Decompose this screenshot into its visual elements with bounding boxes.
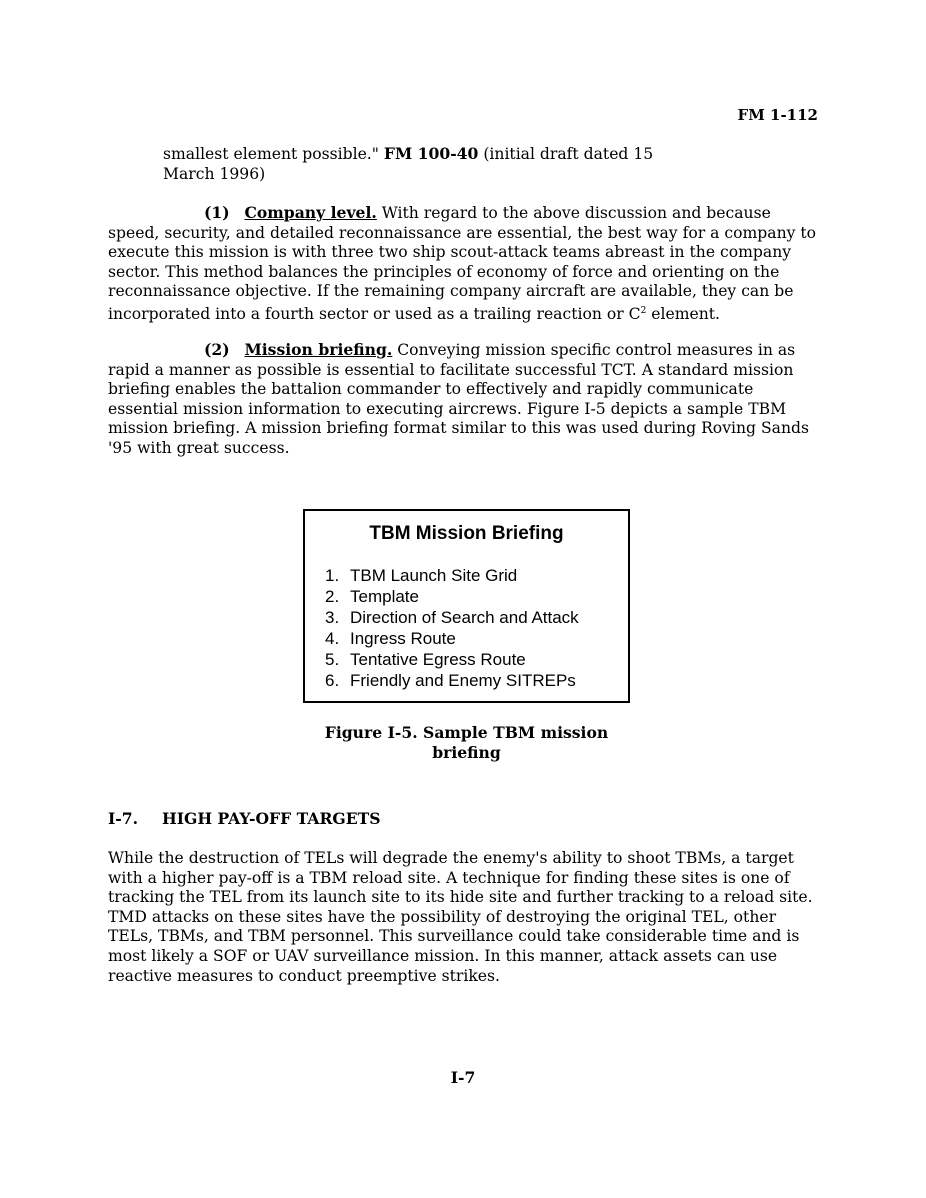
list-item <box>325 565 628 586</box>
figure-title: TBM Mission Briefing <box>369 523 564 544</box>
paragraph-text: With regard to the above discussion and because speed, security, and detailed reconnaissance are essential, the best way for a company to execute this mission is with three two ship scout-attack teams abreast in the company sector. This method balances the principles of economy of force and orienting on the reconnaissance objective. If the remaining company aircraft are available, they can be incorporated into a fourth sector or used as a trailing reaction or C <box>108 204 817 324</box>
section-paragraph: While the destruction of TELs will degrade the enemy's ability to shoot TBMs, a target with a higher pay-off is a TBM reload site. A technique for finding these sites is one of tracking the TEL from its launch site to its hide site and further tracking to a reload site. TMD attacks on these sites have the possibility of destroying the original TEL, other TELs, TBMs, and TBM personnel. This surveillance could take considerable time and is most likely a SOF or UAV surveillance mission. In this manner, attack assets can use reactive measures to conduct preemptive strikes. <box>108 849 813 985</box>
item-text: Ingress Route <box>350 629 456 648</box>
item-text: Template <box>350 587 419 606</box>
section-number: I-7. <box>108 809 139 828</box>
item-number: 3. <box>325 608 340 627</box>
paragraph-label: (1) <box>204 203 230 222</box>
paragraph-label: (2) <box>204 340 230 359</box>
paragraph-text: Conveying mission specific control measures in as rapid a manner as possible is essential to facilitate successful TCT. A standard mission briefing enables the battalion commander to effectively and rapidly communicate essential mission information to executing aircrews. Figure I-5 depicts a sample TBM mission briefing. A mission briefing format similar to this was used during Roving Sands '95 with great success. <box>108 341 809 457</box>
item-number: 5. <box>325 650 340 669</box>
item-text: Tentative Egress Route <box>350 650 526 669</box>
list-item <box>325 586 628 607</box>
caption-line-2: briefing <box>432 742 501 762</box>
quote-text-3: March 1996) <box>163 164 266 183</box>
figure-box <box>303 509 630 703</box>
paragraph-title: Company level. <box>244 203 377 222</box>
paragraph-mission-briefing <box>108 340 820 459</box>
item-text: TBM Launch Site Grid <box>350 566 518 585</box>
paragraph-title: Mission briefing. <box>244 340 393 359</box>
figure-list <box>305 565 628 691</box>
list-item <box>325 670 628 691</box>
document-code: FM 1-112 <box>737 106 818 124</box>
item-text: Friendly and Enemy SITREPs <box>350 671 576 690</box>
section-title: HIGH PAY-OFF TARGETS <box>162 809 381 828</box>
page-number: I-7 <box>450 1068 476 1087</box>
list-item <box>325 607 628 628</box>
item-number: 4. <box>325 629 340 648</box>
caption-line-1: Figure I-5. Sample TBM mission <box>324 723 609 742</box>
quote-text-2: (initial draft dated 15 <box>478 145 654 163</box>
paragraph-text-end: element. <box>646 305 721 324</box>
item-number: 2. <box>325 587 340 606</box>
item-number: 6. <box>325 671 340 690</box>
item-number: 1. <box>325 566 340 585</box>
list-item <box>325 628 628 649</box>
section-heading <box>108 809 381 828</box>
quote-text: smallest element possible." <box>163 145 384 163</box>
quote-continuation <box>163 144 703 184</box>
figure-caption <box>303 723 630 762</box>
list-item <box>325 649 628 670</box>
quote-reference: FM 100-40 <box>383 144 479 163</box>
superscript: 2 <box>640 305 647 316</box>
paragraph-company-level <box>108 203 820 325</box>
item-text: Direction of Search and Attack <box>350 608 579 627</box>
